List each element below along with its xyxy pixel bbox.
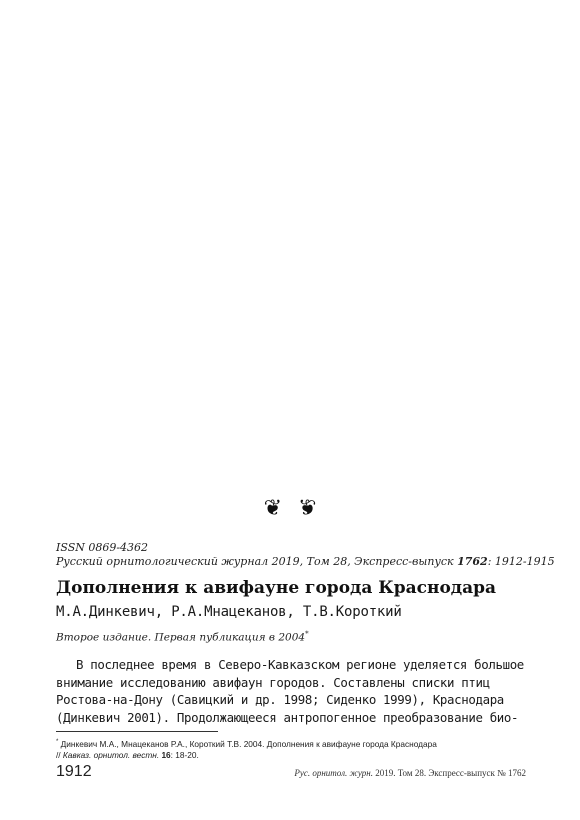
article-title: Дополнения к авифауне города Краснодара xyxy=(56,578,497,598)
footnote-journal: Кавказ. орнитол. вестн. xyxy=(62,750,160,761)
footnote-line-2 xyxy=(56,750,526,762)
running-journal: Рус. орнитол. журн. xyxy=(294,768,373,778)
issue-number: 1762 xyxy=(457,555,488,568)
issn: ISSN 0869-4362 xyxy=(56,541,149,554)
footnote-prefix: // xyxy=(56,750,63,761)
footnote-mark: * xyxy=(305,630,309,638)
body-line: Ростова-на-Дону (Савицкий и др. 1998; Сиденко 1999), Краснодара xyxy=(56,692,504,707)
article-authors: М.А.Динкевич, Р.А.Мнацеканов, Т.В.Короткий xyxy=(56,604,402,620)
edition-note xyxy=(56,630,309,644)
footnote-mark: * xyxy=(56,739,59,745)
footnote-volume: 16 xyxy=(161,750,171,761)
running-issue: 2019. Том 28. Экспресс-выпуск № 1762 xyxy=(372,768,526,778)
footnote-text: Динкевич М.А., Мнацеканов Р.А., Короткий Т.В. 2004. Дополнения к авифауне города Краснодара xyxy=(60,738,437,749)
journal-prefix: Русский орнитологический журнал 2019, Том 28, Экспресс-выпуск xyxy=(56,555,458,568)
footnote xyxy=(56,737,526,762)
ornament-right-icon: ❦ xyxy=(298,496,317,521)
ornament-divider xyxy=(0,496,580,522)
journal-citation xyxy=(56,555,555,568)
journal-pages: : 1912-1915 xyxy=(487,555,555,568)
body-line: В последнее время в Северо-Кавказском регионе уделяется большое xyxy=(76,657,524,672)
edition-text: Второе издание. Первая публикация в 2004 xyxy=(56,631,306,644)
ornament-left-icon: ❦ xyxy=(263,496,282,521)
body-line: внимание исследованию авифаун городов. Составлены списки птиц xyxy=(56,674,490,690)
footnote-rule xyxy=(56,731,218,732)
running-footer xyxy=(294,768,526,778)
page-number: 1912 xyxy=(56,763,92,780)
article-body xyxy=(56,656,526,726)
footnote-pages: : 18-20. xyxy=(170,750,199,761)
body-line: (Динкевич 2001). Продолжающееся антропогенное преобразование био- xyxy=(56,709,519,725)
footnote-line-1 xyxy=(56,737,526,750)
